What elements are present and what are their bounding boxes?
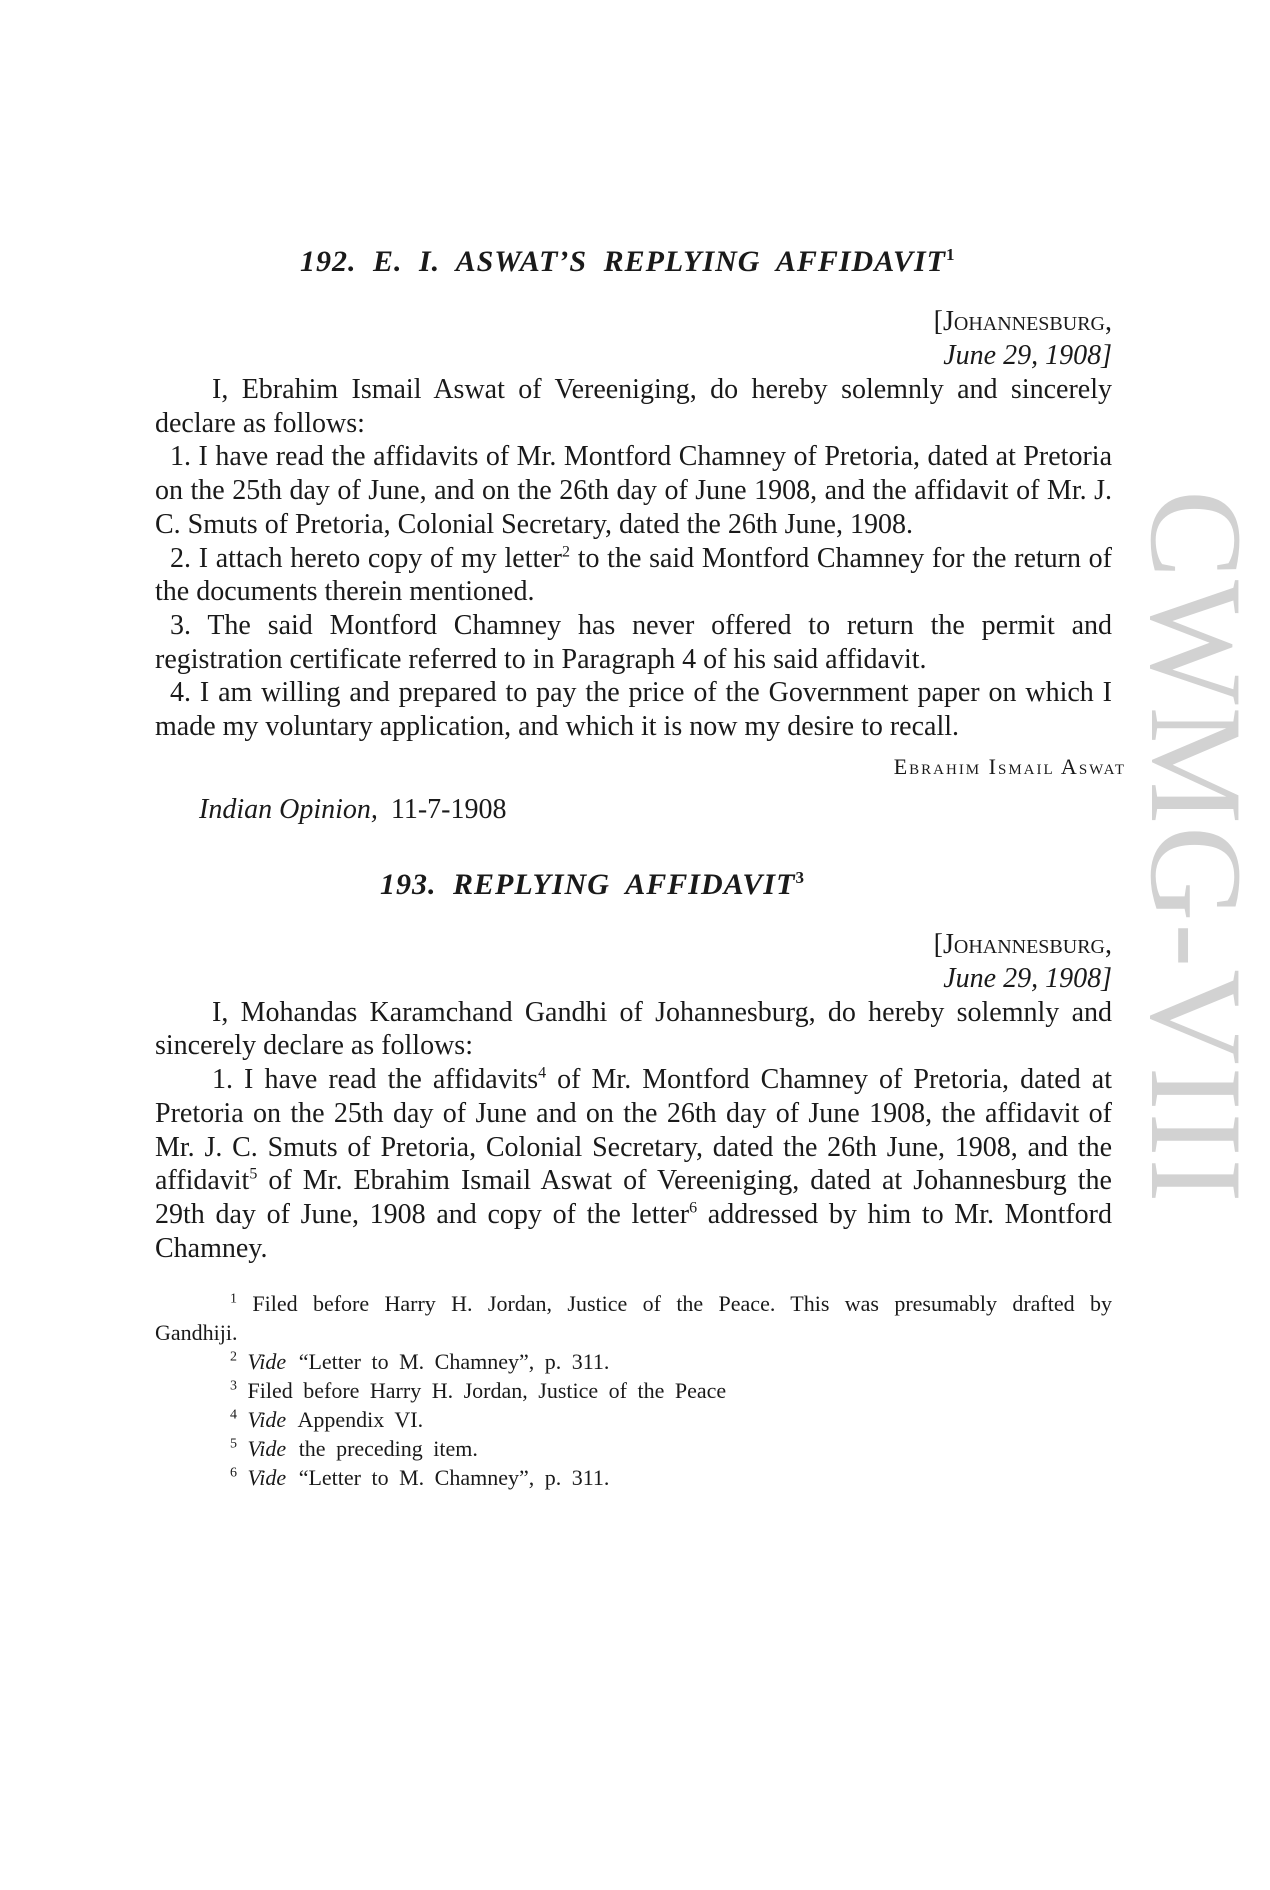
section-heading-193 bbox=[155, 868, 1112, 902]
footnote bbox=[155, 1434, 1112, 1463]
footnote-vide: Vide bbox=[247, 1407, 287, 1433]
footnote-number: 5 bbox=[230, 1437, 237, 1453]
footnote-vide: Vide bbox=[247, 1436, 287, 1462]
section-number: 192. bbox=[300, 245, 357, 278]
footnote-number: 2 bbox=[230, 1350, 237, 1366]
watermark-text: CWMG-VIII bbox=[1123, 490, 1270, 1205]
source-citation bbox=[155, 794, 1112, 826]
footnote-number: 1 bbox=[230, 1292, 237, 1308]
signature: Ebrahim Ismail Aswat bbox=[893, 753, 1126, 779]
paragraph-text: 1. I have read the affidavits bbox=[212, 1064, 539, 1096]
footnote-vide: Vide bbox=[247, 1465, 287, 1491]
paragraph: I, Ebrahim Ismail Aswat of Vereeniging, do hereby solemnly and sincerely declare as follows: bbox=[155, 374, 1112, 439]
footnote-number: 4 bbox=[230, 1408, 237, 1424]
footnote-text: “Letter to M. Chamney”, p. 311. bbox=[298, 1465, 610, 1491]
footnote bbox=[155, 1463, 1112, 1492]
date-line: June 29, 1908] bbox=[943, 962, 1112, 994]
source-title: Indian Opinion, bbox=[199, 793, 378, 825]
paragraph-text: of Mr. Montford Chamney of Pretoria, dated at Pretoria on the 25th day of June and on the 26th day of June 1908, the affidavit of Mr. J. C. Smuts of Pretoria, Colonial Secretary, dated the 26th June, 1908, and the affidavit bbox=[155, 1064, 1112, 1197]
date-line: June 29, 1908] bbox=[943, 340, 1112, 371]
document-page bbox=[155, 245, 1126, 1492]
footnote bbox=[155, 1347, 1112, 1376]
footnote-ref: 2 bbox=[562, 543, 571, 561]
section-title: E. I. ASWAT’S REPLYING AFFIDAVIT bbox=[373, 245, 947, 278]
footnote bbox=[155, 1376, 1112, 1405]
source-date: 11-7-1908 bbox=[390, 793, 507, 825]
footnote-text: Filed before Harry H. Jordan, Justice of the Peace. This was presumably drafted by Gandhiji. bbox=[155, 1291, 1112, 1346]
footnote-text: “Letter to M. Chamney”, p. 311. bbox=[298, 1349, 610, 1375]
footnote-ref: 6 bbox=[689, 1199, 698, 1217]
paragraph-text: 2. I attach hereto copy of my letter bbox=[170, 542, 563, 574]
paragraph: 3. The said Montford Chamney has never offered to return the permit and registration certificate referred to in Paragraph 4 of his said affidavit. bbox=[155, 609, 1112, 675]
section-heading-192 bbox=[155, 245, 1112, 279]
footnote-ref: 1 bbox=[946, 245, 956, 264]
footnote-ref: 5 bbox=[249, 1165, 258, 1183]
footnote-ref: 3 bbox=[795, 867, 805, 887]
affidavit-body-193 bbox=[155, 996, 1112, 1266]
paragraph-text: addressed by him to Mr. Montford Chamney. bbox=[155, 1198, 1112, 1264]
footnote-ref: 4 bbox=[538, 1064, 547, 1082]
paragraph: 1. I have read the affidavits of Mr. Montford Chamney of Pretoria, dated at Pretoria on the 25th day of June, and on the 26th day of June 1908, and the affidavit of Mr. J. C. Smuts of Pretoria, Colonial Secretary, dated the 26th June, 1908. bbox=[155, 441, 1112, 540]
place-line: [Johannesburg, bbox=[933, 928, 1112, 960]
paragraph bbox=[155, 1063, 1112, 1265]
place-line: [Johannesburg, bbox=[933, 306, 1112, 337]
paragraph-text: to the said Montford Chamney for the return of the documents therein mentioned. bbox=[155, 542, 1112, 608]
paragraph: I, Mohandas Karamchand Gandhi of Johannesburg, do hereby solemnly and sincerely declare as follows: bbox=[155, 996, 1112, 1062]
footnote-text: the preceding item. bbox=[298, 1436, 478, 1462]
paragraph: 4. I am willing and prepared to pay the price of the Government paper on which I made my voluntary application, and which it is now my desire to recall. bbox=[155, 677, 1112, 743]
footnote-number: 3 bbox=[230, 1379, 237, 1395]
footnote bbox=[155, 1405, 1112, 1434]
paragraph bbox=[155, 542, 1112, 609]
section-title: REPLYING AFFIDAVIT bbox=[453, 867, 796, 901]
footnote-text: Filed before Harry H. Jordan, Justice of the Peace bbox=[247, 1378, 727, 1404]
footnote-text: Appendix VI. bbox=[297, 1407, 424, 1433]
paragraph-text: of Mr. Ebrahim Ismail Aswat of Vereeniging, dated at Johannesburg the 29th day of June, 1908 and copy of the letter bbox=[155, 1165, 1112, 1230]
footnote-number: 6 bbox=[230, 1466, 237, 1482]
affidavit-body-192 bbox=[155, 373, 1112, 744]
footnote-vide: Vide bbox=[247, 1349, 287, 1375]
footnote bbox=[155, 1289, 1112, 1347]
section-number: 193. bbox=[380, 867, 437, 901]
footnotes bbox=[155, 1289, 1112, 1492]
